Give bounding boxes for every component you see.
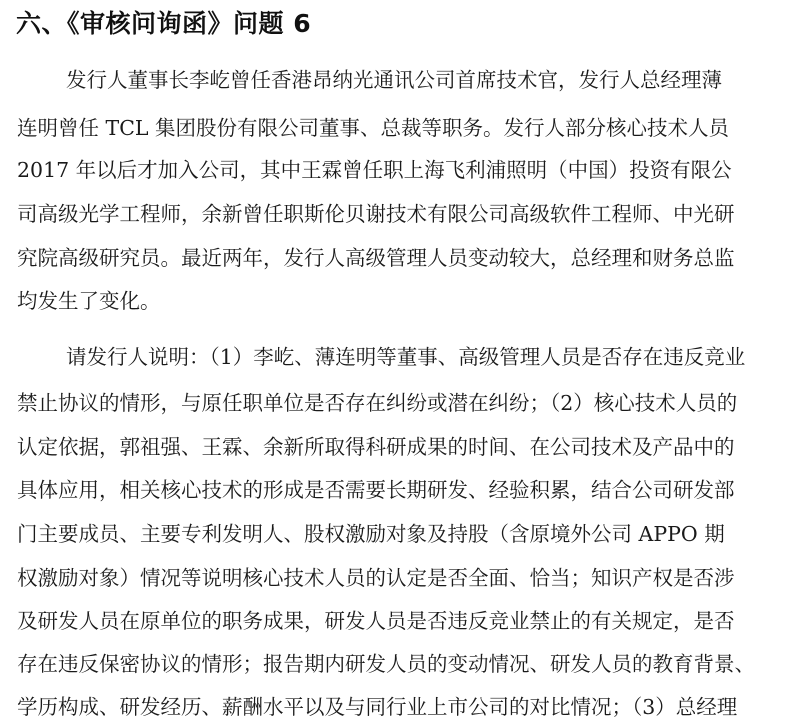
paragraph-line: 禁止协议的情形，与原任职单位是否存在纠纷或潜在纠纷；（2）核心技术人员的	[17, 391, 738, 415]
paragraph-line: 及研发人员在原单位的职务成果，研发人员是否违反竞业禁止的有关规定，是否	[17, 609, 735, 633]
paragraph-line: 均发生了变化。	[17, 289, 161, 313]
paragraph-line: 门主要成员、主要专利发明人、股权激励对象及持股（含原境外公司 APPO 期	[17, 522, 725, 546]
paragraph-line: 认定依据，郭祖强、王霖、余新所取得科研成果的时间、在公司技术及产品中的	[17, 435, 735, 459]
paragraph-line: 司高级光学工程师，余新曾任职斯伦贝谢技术有限公司高级软件工程师、中光研	[17, 202, 735, 226]
paragraph-line: 究院高级研究员。最近两年，发行人高级管理人员变动较大，总经理和财务总监	[17, 246, 735, 270]
section-title: 六、《审核问询函》问题 6	[16, 9, 312, 38]
paragraph-line: 请发行人说明：（1）李屹、薄连明等董事、高级管理人员是否存在违反竞业	[66, 345, 746, 369]
line-text: 连明曾任 TCL 集团股份有限公司董事、总裁等职务。发行人部分核心技术人员	[17, 116, 730, 140]
paragraph-line: 学历构成、研发经历、薪酬水平以及与同行业上市公司的对比情况；（3）总经理	[17, 695, 738, 719]
paragraph-line: 存在违反保密协议的情形；报告期内研发人员的变动情况、研发人员的教育背景、	[17, 652, 755, 676]
paragraph-line: 发行人董事长李屹曾任香港昂纳光通讯公司首席技术官，发行人总经理薄	[66, 68, 722, 92]
paragraph-line: 具体应用，相关核心技术的形成是否需要长期研发、经验积累，结合公司研发部	[17, 478, 735, 502]
paragraph-line: 2017 年以后才加入公司，其中王霖曾任职上海飞利浦照明（中国）投资有限公	[17, 158, 732, 182]
paragraph-line: 权激励对象）情况等说明核心技术人员的认定是否全面、恰当；知识产权是否涉	[17, 566, 735, 590]
paragraph-line	[17, 110, 729, 146]
